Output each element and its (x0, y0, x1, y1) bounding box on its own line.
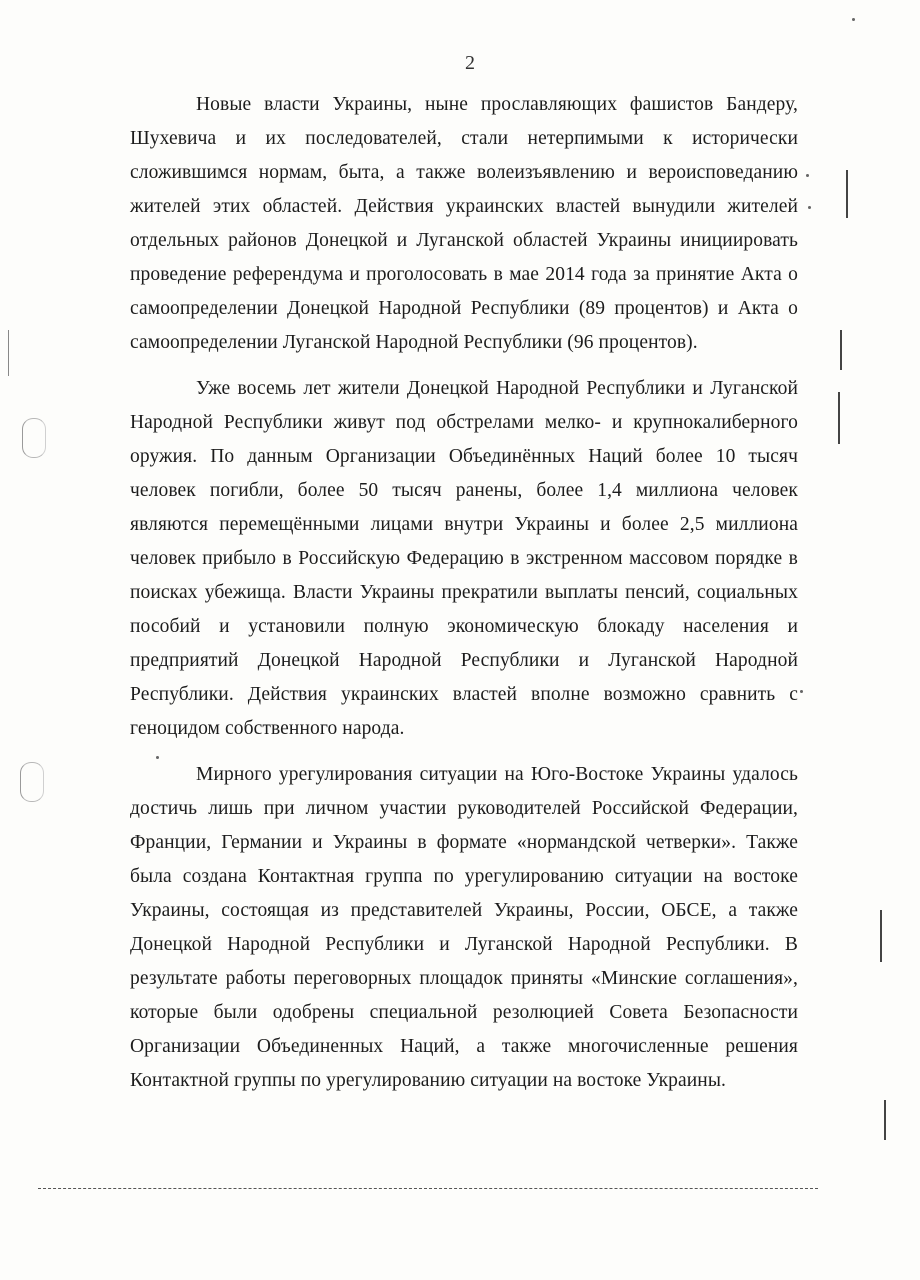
text-line: самоопределении Донецкой Народной Республики (89 процентов) и Акта о (130, 298, 798, 319)
scan-edge-mark (846, 170, 848, 218)
text-line: была создана Контактная группа по урегулированию ситуации на востоке (130, 866, 798, 887)
paragraph-2 (130, 372, 798, 746)
text-line: жителей этих областей. Действия украинских властей вынудили жителей (130, 196, 798, 217)
scan-edge-mark (880, 910, 882, 962)
document-body (130, 88, 798, 1098)
text-line: предприятий Донецкой Народной Республики и Луганской Народной (130, 650, 798, 671)
scan-speck (808, 206, 811, 209)
scan-speck (852, 18, 855, 21)
text-line: Республики. Действия украинских властей вполне возможно сравнить с (130, 684, 798, 705)
scan-edge-mark (8, 330, 9, 376)
footer-rule (38, 1188, 818, 1189)
text-line: проведение референдума и проголосовать в мае 2014 года за принятие Акта о (130, 264, 798, 285)
text-line: Шухевича и их последователей, стали нетерпимыми к исторически (130, 128, 798, 149)
page-number: 2 (465, 52, 475, 74)
paragraph-3 (130, 758, 798, 1098)
text-line: результате работы переговорных площадок приняты «Минские соглашения», (130, 968, 798, 989)
scan-edge-mark (884, 1100, 886, 1140)
text-line: пособий и установили полную экономическую блокаду населения и (130, 616, 798, 637)
text-line: геноцидом собственного народа. (130, 718, 405, 739)
text-line: Мирного урегулирования ситуации на Юго-Востоке Украины удалось (196, 764, 798, 785)
text-line: Контактной группы по урегулированию ситуации на востоке Украины. (130, 1070, 727, 1091)
scan-speck (800, 690, 803, 693)
paragraph-1 (130, 88, 798, 360)
text-line: Украины, состоящая из представителей Украины, России, ОБСЕ, а также (130, 900, 798, 921)
scan-edge-mark (838, 392, 840, 444)
text-line: Организации Объединенных Наций, а также многочисленные решения (130, 1036, 798, 1057)
scan-edge-mark (840, 330, 842, 370)
text-line: самоопределении Луганской Народной Республики (96 процентов). (130, 332, 698, 353)
text-line: человек погибли, более 50 тысяч ранены, более 1,4 миллиона человек (130, 480, 798, 501)
scan-speck (806, 174, 809, 177)
text-line: Донецкой Народной Республики и Луганской Народной Республики. В (130, 934, 798, 955)
punch-hole (22, 418, 46, 458)
text-line: Уже восемь лет жители Донецкой Народной Республики и Луганской (196, 378, 798, 399)
text-line: достичь лишь при личном участии руководителей Российской Федерации, (130, 798, 798, 819)
text-line: Новые власти Украины, ныне прославляющих фашистов Бандеру, (196, 94, 798, 115)
text-line: отдельных районов Донецкой и Луганской областей Украины инициировать (130, 230, 798, 251)
text-line: сложившимся нормам, быта, а также волеизъявлению и вероисповеданию (130, 162, 798, 183)
text-line: Народной Республики живут под обстрелами мелко- и крупнокалиберного (130, 412, 798, 433)
text-line: которые были одобрены специальной резолюцией Совета Безопасности (130, 1002, 798, 1023)
text-line: поисках убежища. Власти Украины прекратили выплаты пенсий, социальных (130, 582, 798, 603)
scan-speck (156, 756, 159, 759)
text-line: Франции, Германии и Украины в формате «нормандской четверки». Также (130, 832, 798, 853)
text-line: являются перемещёнными лицами внутри Украины и более 2,5 миллиона (130, 514, 798, 535)
text-line: оружия. По данным Организации Объединённых Наций более 10 тысяч (130, 446, 798, 467)
punch-hole (20, 762, 44, 802)
text-line: человек прибыло в Российскую Федерацию в экстренном массовом порядке в (130, 548, 798, 569)
